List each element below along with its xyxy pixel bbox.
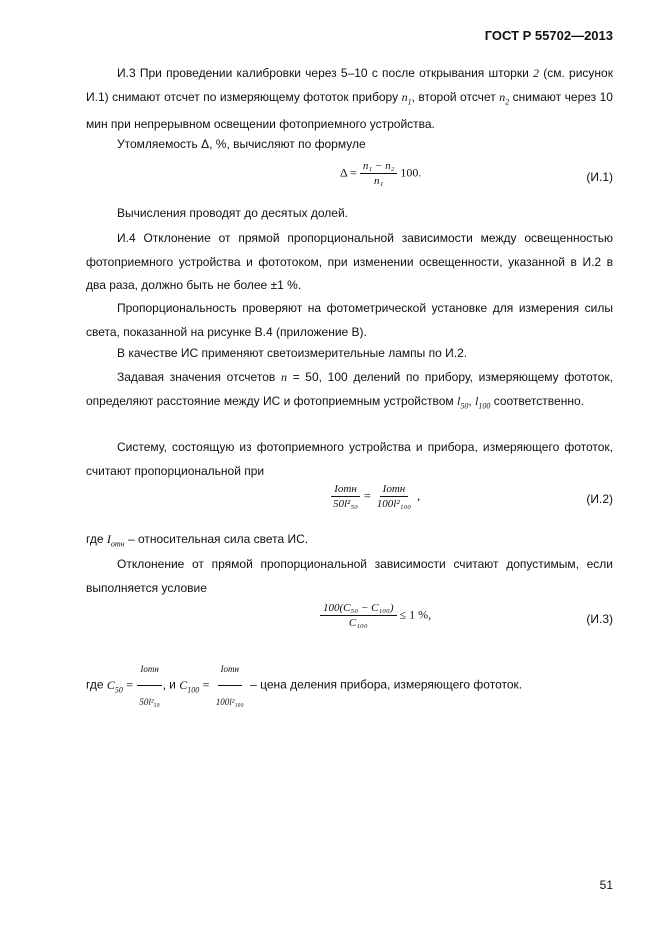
formula-fraction [360, 160, 398, 187]
c50-fraction [136, 654, 162, 717]
symbol-I-rel: $I_{отн}$ [106, 532, 125, 549]
symbol-n1: $n_1$ [401, 89, 412, 106]
paragraph-where-c [86, 654, 613, 717]
text-segment: где [86, 677, 107, 692]
text-segment: снимают через 10 мин при непрерывном освещении фотоприемного устройства. [86, 89, 613, 132]
equals-sign: = [126, 677, 133, 692]
fraction-denominator: C₁₀₀ [348, 617, 368, 629]
fraction-denominator: n₁ [373, 175, 384, 187]
document-header: ГОСТ Р 55702—2013 [484, 28, 613, 43]
formula-tail: , [417, 488, 421, 503]
text-segment: , второй отсчет [411, 89, 500, 104]
symbol-n: n [280, 370, 287, 384]
text-segment: где [86, 532, 107, 546]
fraction-denominator: 100l²₁₀₀ [376, 498, 412, 510]
fraction-numerator: Iотн [218, 654, 242, 686]
equals-sign: = [202, 677, 210, 692]
formula-i1 [340, 160, 421, 187]
fraction-numerator: n₁ − n₂ [360, 160, 398, 174]
paragraph-lamps: В качестве ИС применяют светоизмерительные лампы по И.2. [117, 346, 468, 360]
paragraph-precision: Вычисления проводят до десятых долей. [117, 206, 349, 220]
paragraph-proportionality: Пропорциональность проверяют на фотометрической установке для измерения силы света, показанной на рисунке В.4 (приложение В). [86, 301, 613, 339]
comma: , [162, 677, 166, 692]
formula-left-fraction [330, 483, 361, 510]
fraction-numerator: 100(C₅₀ − C₁₀₀) [320, 602, 397, 616]
text-segment: – относительная сила света ИС. [124, 532, 309, 546]
equation-number-i3: (И.3) [586, 612, 613, 626]
symbol-l50: $l_{50}$ [457, 393, 469, 410]
paragraph-i4: И.4 Отклонение от прямой пропорциональной зависимости между освещенностью фотоприемного устройства и фототоком, при изменении освещенности, указанной в И.2 в два раза, должно быть не более ±1 %. [86, 231, 613, 292]
formula-i3 [320, 602, 431, 629]
equation-number-i2: (И.2) [586, 492, 613, 506]
paragraph-system: Систему, состоящую из фотоприемного устройства и прибора, измеряющего фототок, считают пропорциональной при [86, 440, 613, 478]
page-number: 51 [599, 878, 613, 892]
text-segment: (см. рисунок И.1) снимают отсчет по измеряющему фототок прибору [86, 66, 613, 104]
shutter-ref: 2 [533, 66, 540, 80]
text-segment: Задавая значения отсчетов [117, 370, 281, 384]
fraction-numerator: Iотн [137, 654, 161, 686]
symbol-l100: $l_{100}$ [475, 393, 491, 410]
formula-lhs: Δ = [340, 165, 357, 180]
text-segment: И.3 При проведении калибровки через 5–10 с после открывания шторки [117, 66, 534, 80]
formula-tail: ≤ 1 %, [399, 607, 432, 622]
equation-number-i1: (И.1) [586, 170, 613, 184]
fraction-denominator: 50l²₅₀ [333, 498, 359, 510]
formula-fraction [320, 602, 397, 629]
text-segment: – цена деления прибора, измеряющего фототок. [250, 677, 523, 692]
paragraph-fatigue: Утомляемость Δ, %, вычисляют по формуле [117, 137, 366, 151]
text-segment: и [169, 677, 180, 692]
symbol-n2: $n_2$ [499, 89, 510, 106]
formula-factor: 100. [400, 165, 422, 180]
paragraph-deviation: Отклонение от прямой пропорциональной зависимости считают допустимым, если выполняется условие [86, 557, 613, 595]
symbol-C50: $C_{50}$ [106, 677, 123, 695]
fraction-denominator: 100l²₁₀₀ [215, 697, 244, 707]
fraction-denominator: 50l²₅₀ [139, 697, 160, 707]
c100-fraction [213, 654, 247, 717]
symbol-C100: $C_{100}$ [179, 677, 200, 695]
paragraph-where-i [86, 528, 613, 556]
paragraph-readings: Задавая значения отсчетов n = 50, 100 делений по прибору, измеряющему фототок, определяют расстояние между ИС и фотоприемным устройством $l_{50}$, $l_{100}$ соответственно. [86, 370, 613, 410]
formula-right-fraction [374, 483, 414, 510]
formula-i2 [330, 483, 420, 510]
fraction-numerator: Iотн [331, 483, 360, 497]
text-segment: = 50, 100 делений по прибору, измеряющему фототок, определяют расстояние между ИС и фотоприемным устройством [86, 370, 613, 408]
fraction-numerator: Iотн [380, 483, 409, 497]
text-segment: соответственно. [490, 393, 584, 408]
equals-sign: = [364, 488, 371, 503]
paragraph-i3 [86, 62, 613, 137]
